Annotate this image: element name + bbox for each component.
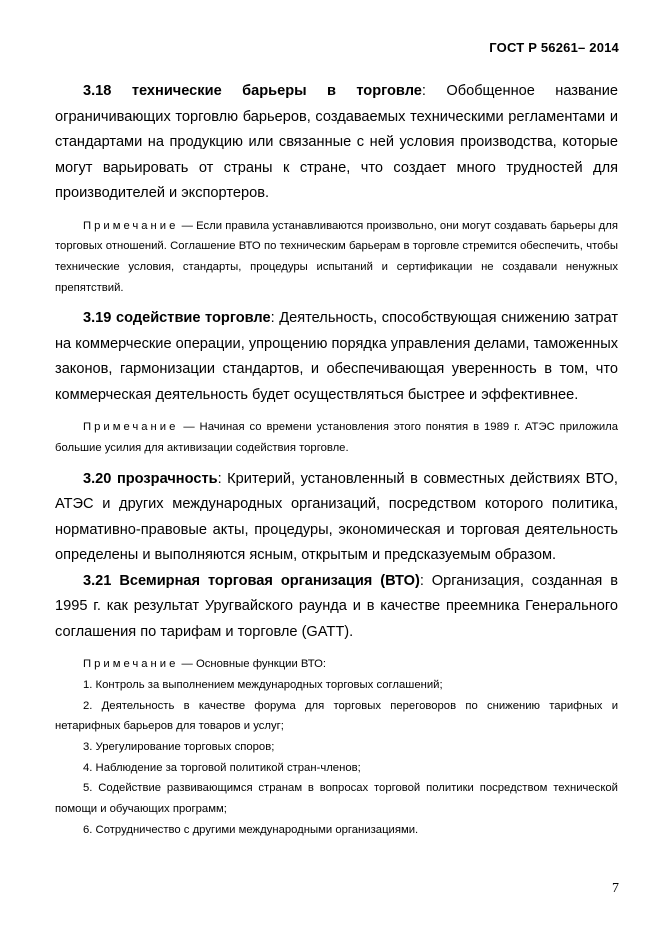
term-number: 3.18: [83, 83, 112, 99]
term-number: 3.20: [83, 470, 112, 487]
note-list-item: 2. Деятельность в качестве форума для торговых переговоров по снижению тарифных и нетарифных барьеров для товаров и услуг;: [55, 699, 618, 733]
term-definition: : Деятельность, способствующая снижению затрат на коммерческие операции, упрощению порядка управления делами, таможенных законов, гармонизации стандартов, и обеспечивающая уверенность в том, что коммерческая деятельность будет осуществляться быстрее и эффективнее.: [55, 310, 619, 403]
note-3-18: [55, 216, 618, 299]
term-title: технические барьеры в торговле: [131, 83, 422, 99]
note-list-item: 3. Урегулирование торговых споров;: [83, 741, 275, 754]
note-list-item: 4. Наблюдение за торговой политикой стран-членов;: [83, 761, 361, 774]
document-code: ГОСТ Р 56261– 2014: [489, 40, 619, 55]
document-body: [55, 79, 618, 841]
note-list-item: 1. Контроль за выполнением международных торговых соглашений;: [83, 678, 443, 691]
note-list-item: 6. Сотрудничество с другими международными организациями.: [83, 823, 419, 836]
note-label: Примечание: [83, 219, 179, 232]
term-number: 3.19: [83, 310, 112, 327]
note-text: — Начиная со времени установления этого понятия в 1989 г. АТЭС приложила большие усилия для активизации содействия торговле.: [55, 421, 618, 455]
term-title: Всемирная торговая организация (ВТО): [119, 572, 420, 589]
term-definition: : Организация, созданная в 1995 г. как результат Уругвайского раунда и в качестве преемника Генерального соглашения по тарифам и торговле (GATT).: [55, 572, 618, 640]
note-label: Примечание: [83, 658, 179, 671]
page-number: 7: [612, 881, 619, 896]
term-entry-3-21: [55, 569, 618, 646]
note-3-19: [55, 417, 618, 458]
note-3-21: [55, 654, 618, 675]
note-list-item: 5. Содействие развивающимся странам в вопросах торговой политики посредством технической помощи и обучающих программ;: [55, 782, 618, 816]
term-number: 3.21: [83, 572, 112, 589]
term-title: прозрачность: [116, 470, 218, 487]
term-entry-3-19: [55, 306, 618, 408]
term-entry-3-18: [55, 79, 618, 207]
term-title: содействие торговле: [115, 310, 271, 327]
note-text: — Если правила устанавливаются произвольно, они могут создавать барьеры для торговых отношений. Соглашение ВТО по техническим барьерам в торговле стремится обеспечить, чтобы технические условия, стандарты, процедуры испытаний и сертификации не создавали ненужных препятствий.: [55, 219, 618, 294]
note-text: — Основные функции ВТО:: [178, 658, 327, 671]
note-label: Примечание: [83, 421, 179, 434]
term-definition: : Обобщенное название ограничивающих торговлю барьеров, создаваемых техническими регламентами и стандартами на продукцию или связанные с ней условия производства, которые могут варьировать от страны к стране, что создает много трудностей для производителей и экспортеров.: [55, 83, 618, 201]
term-definition: : Критерий, установленный в совместных действиях ВТО, АТЭС и других международных организаций, посредством которого политика, нормативно-правовые акты, процедуры, экономическая и торговая деятельность определены и выполняются ясным, открытым и предсказуемым образом.: [55, 470, 618, 564]
term-entry-3-20: [55, 467, 618, 569]
